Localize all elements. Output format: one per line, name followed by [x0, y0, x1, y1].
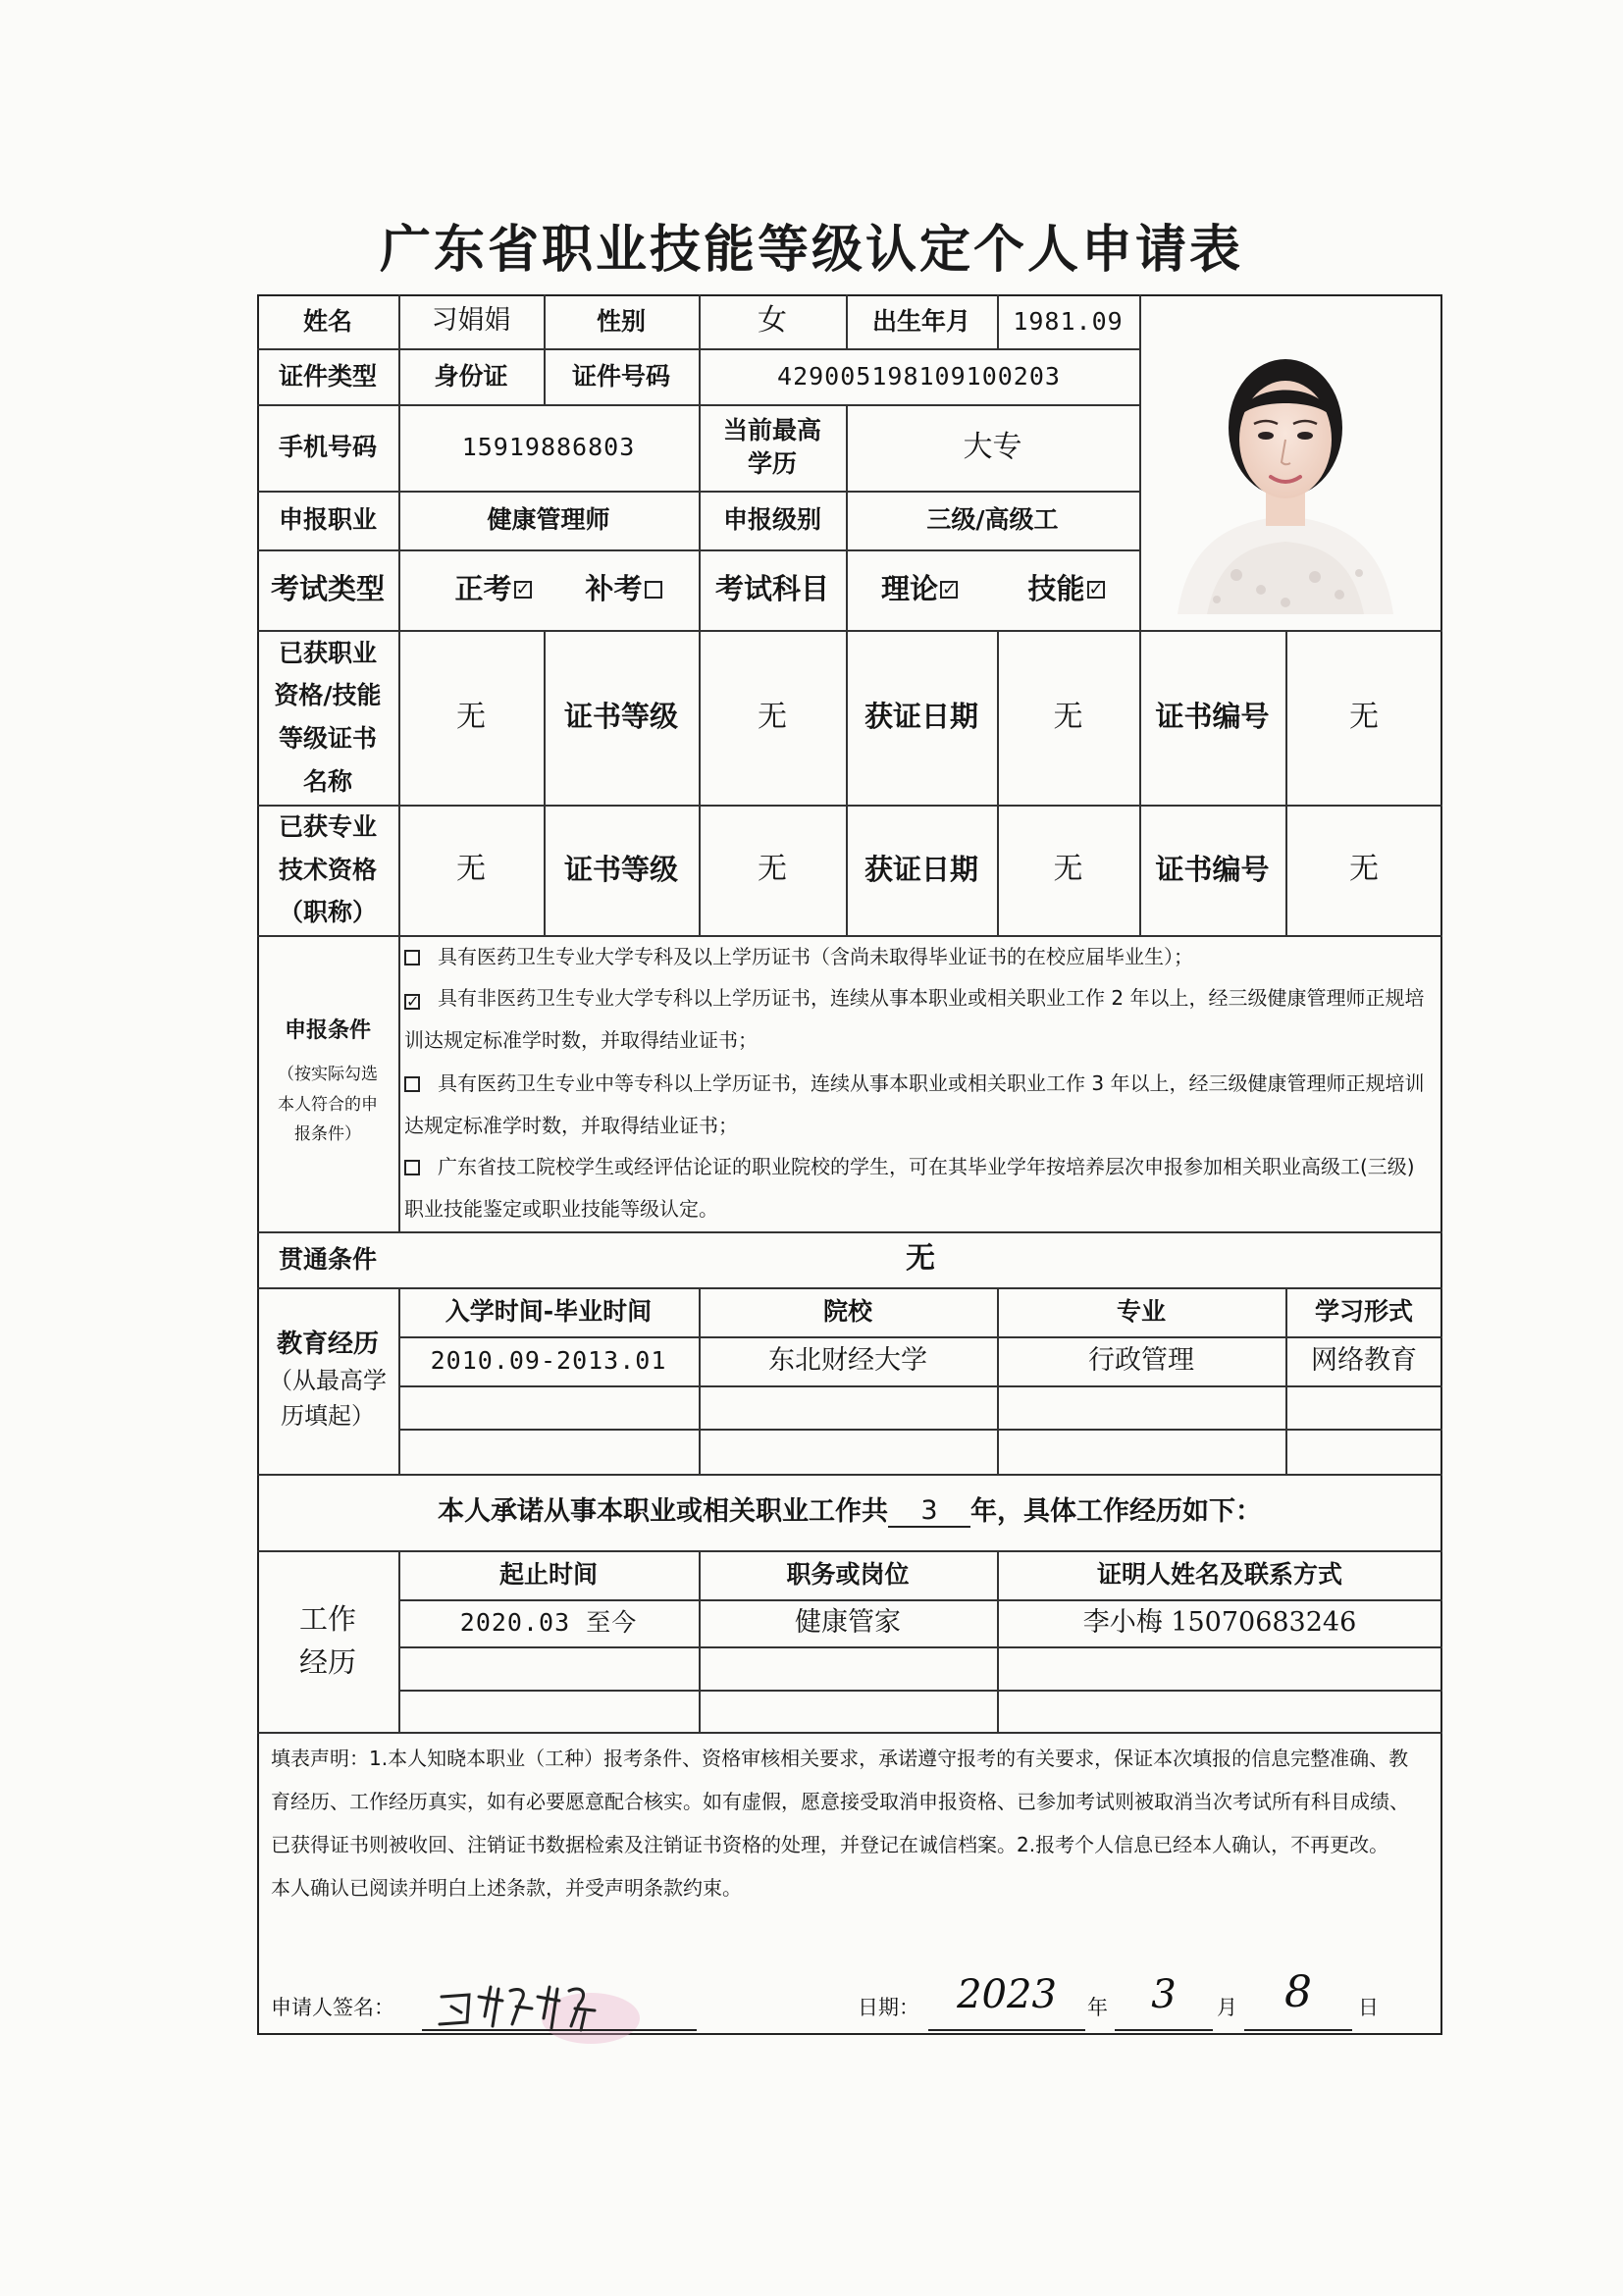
level-label: 申报级别 [722, 505, 821, 535]
date-year-line [928, 2029, 1085, 2031]
phone-label: 手机号码 [278, 433, 377, 462]
date-year-unit: 年 [1087, 1996, 1108, 2019]
condition-checkbox-4[interactable] [404, 1160, 420, 1175]
id-type-value: 身份证 [434, 361, 508, 391]
birth-value: 1981.09 [1013, 306, 1124, 336]
date-month: 3 [1151, 1972, 1177, 2017]
gender-label: 性别 [596, 306, 646, 336]
exam-makeup-option[interactable] [549, 549, 699, 630]
work-header-position: 职务或岗位 [786, 1560, 910, 1590]
level-value: 三级/高级工 [926, 505, 1059, 535]
birth-label: 出生年月 [871, 306, 970, 336]
through-label: 贯通条件 [278, 1244, 377, 1274]
condition-checkbox-3[interactable] [404, 1076, 420, 1092]
date-month-unit: 月 [1217, 1996, 1237, 2019]
id-number-value: 429005198109100203 [777, 361, 1061, 391]
work-row1-reference: 李小梅 15070683246 [1082, 1606, 1357, 1638]
work-row1-period: 2020.03 至今 [459, 1608, 638, 1638]
education-level-label: 当前最高学历 [722, 416, 821, 478]
education-level-value: 大专 [963, 429, 1022, 464]
qualification-date-label: 获证日期 [864, 700, 978, 734]
conditions-label-cell [257, 935, 398, 1231]
professional-number-value: 无 [1349, 852, 1379, 887]
qualification-label: 已获职业资格/技能等级证书名称 [274, 638, 382, 796]
professional-label: 已获专业技术资格（职称） [278, 811, 377, 927]
exam-makeup-checkbox[interactable] [645, 581, 662, 599]
qualification-grade-label: 证书等级 [563, 700, 678, 734]
education-header-period: 入学时间-毕业时间 [445, 1297, 653, 1327]
exam-regular-option[interactable] [398, 549, 549, 630]
qualification-grade-value: 无 [758, 699, 787, 734]
exam-theory-label: 理论 [880, 572, 938, 606]
education-header-mode: 学习形式 [1314, 1297, 1413, 1327]
exam-skill-checkbox[interactable]: ✓ [1088, 579, 1104, 600]
education-row1-school: 东北财经大学 [768, 1344, 927, 1376]
gender-value: 女 [758, 303, 787, 339]
education-row1-major: 行政管理 [1088, 1344, 1194, 1376]
conditions-label: 申报条件 [284, 1018, 371, 1044]
professional-date-label: 获证日期 [864, 852, 978, 886]
date-day-line [1244, 2029, 1352, 2031]
condition-item-3[interactable]: 具有医药卫生专业中等专科以上学历证书，连续从事本职业或相关职业工作 3 年以上，经三级健康管理师正规培训达规定标准学时数，并取得结业证书； [404, 1071, 1425, 1137]
exam-skill-option[interactable] [993, 549, 1139, 630]
applicant-signature [422, 1967, 697, 2046]
professional-name-value: 无 [456, 852, 486, 887]
declaration-text: 填表声明：1.本人知晓本职业（工种）报考条件、资格审核相关要求，承诺遵守报考的有关要求，保证本次填报的信息完整准确、教育经历、工作经历真实，如有必要愿意配合核实。如有虚假，愿意接受取消申报资格、已参加考试则被取消当次考试所有科目成绩、已获得证书则被收回、注销证书数据检索及注销证书资格的处理，并登记在诚信档案。2.报考个人信息已经本人确认，不再更改。 本人确认已阅读并明白上述条款，并受声明条款约束。 [271, 1737, 1425, 1909]
conditions-note: （按实际勾选本人符合的申报条件） [278, 1064, 378, 1145]
education-row1-period: 2010.09-2013.01 [430, 1346, 667, 1376]
exam-type-label: 考试类型 [270, 572, 385, 606]
qualification-number-label: 证书编号 [1155, 700, 1270, 734]
exam-theory-option[interactable] [846, 549, 993, 630]
exam-makeup-label: 补考 [585, 572, 643, 606]
work-header-period: 起止时间 [498, 1560, 598, 1590]
professional-date-value: 无 [1053, 852, 1083, 887]
work-header-reference: 证明人姓名及联系方式 [1096, 1560, 1342, 1590]
exam-regular-label: 正考 [454, 572, 512, 606]
condition-item-4[interactable]: 广东省技工院校学生或经评估论证的职业院校的学生，可在其毕业学年按培养层次申报参加相关职业高级工(三级)职业技能鉴定或职业技能等级认定。 [404, 1155, 1415, 1221]
applicant-signature-label: 申请人签名： [271, 1996, 394, 2019]
qualification-number-value: 无 [1349, 699, 1379, 734]
commitment-years: 3 [888, 1496, 970, 1528]
work-label: 工作经历 [298, 1602, 356, 1679]
date-day: 8 [1284, 1967, 1312, 2017]
professional-number-label: 证书编号 [1155, 852, 1270, 886]
date-year: 2023 [957, 1972, 1057, 2017]
qualification-date-value: 无 [1053, 699, 1083, 734]
job-label: 申报职业 [278, 505, 377, 535]
date-month-line [1115, 2029, 1213, 2031]
applicant-signature-line [422, 2029, 697, 2031]
exam-regular-checkbox[interactable]: ✓ [515, 579, 531, 600]
name-label: 姓名 [302, 306, 352, 336]
id-number-label: 证件号码 [571, 361, 670, 391]
phone-value: 15919886803 [461, 433, 636, 462]
professional-grade-label: 证书等级 [563, 852, 678, 886]
exam-skill-label: 技能 [1027, 572, 1085, 606]
qualification-name-value: 无 [456, 699, 486, 734]
name-value: 习娟娟 [431, 305, 511, 337]
id-type-label: 证件类型 [278, 361, 377, 391]
condition-checkbox-2[interactable]: ✓ [406, 992, 420, 1011]
education-header-school: 院校 [822, 1297, 872, 1327]
form-title: 广东省职业技能等级认定个人申请表 [379, 220, 1243, 280]
date-label: 日期： [858, 1996, 919, 2019]
education-header-major: 专业 [1116, 1297, 1166, 1327]
through-value: 无 [906, 1241, 935, 1277]
education-note: （从最高学历填起） [269, 1366, 387, 1430]
condition-item-1[interactable]: 具有医药卫生专业大学专科及以上学历证书（含尚未取得毕业证书的在校应届毕业生）； [404, 936, 1429, 978]
condition-checkbox-1[interactable] [404, 950, 420, 965]
exam-theory-checkbox[interactable]: ✓ [942, 579, 958, 600]
declaration-confirm: 本人确认已阅读并明白上述条款，并受声明条款约束。 [271, 1876, 742, 1900]
education-label-cell [257, 1287, 398, 1474]
professional-grade-value: 无 [758, 852, 787, 887]
education-label: 教育经历 [276, 1330, 379, 1360]
condition-item-2[interactable]: ✓ 具有非医药卫生专业大学专科以上学历证书，连续从事本职业或相关职业工作 2 年以上，经三级健康管理师正规培训达规定标准学时数，并取得结业证书； [404, 986, 1425, 1052]
work-row1-position: 健康管家 [795, 1606, 901, 1638]
exam-subject-label: 考试科目 [714, 572, 829, 606]
commitment-line: 本人承诺从事本职业或相关职业工作共 3 年，具体工作经历如下： [438, 1495, 1262, 1527]
date-day-unit: 日 [1358, 1996, 1379, 2019]
education-row1-mode: 网络教育 [1311, 1344, 1417, 1376]
job-value: 健康管理师 [487, 505, 610, 535]
applicant-photo [1148, 320, 1423, 614]
